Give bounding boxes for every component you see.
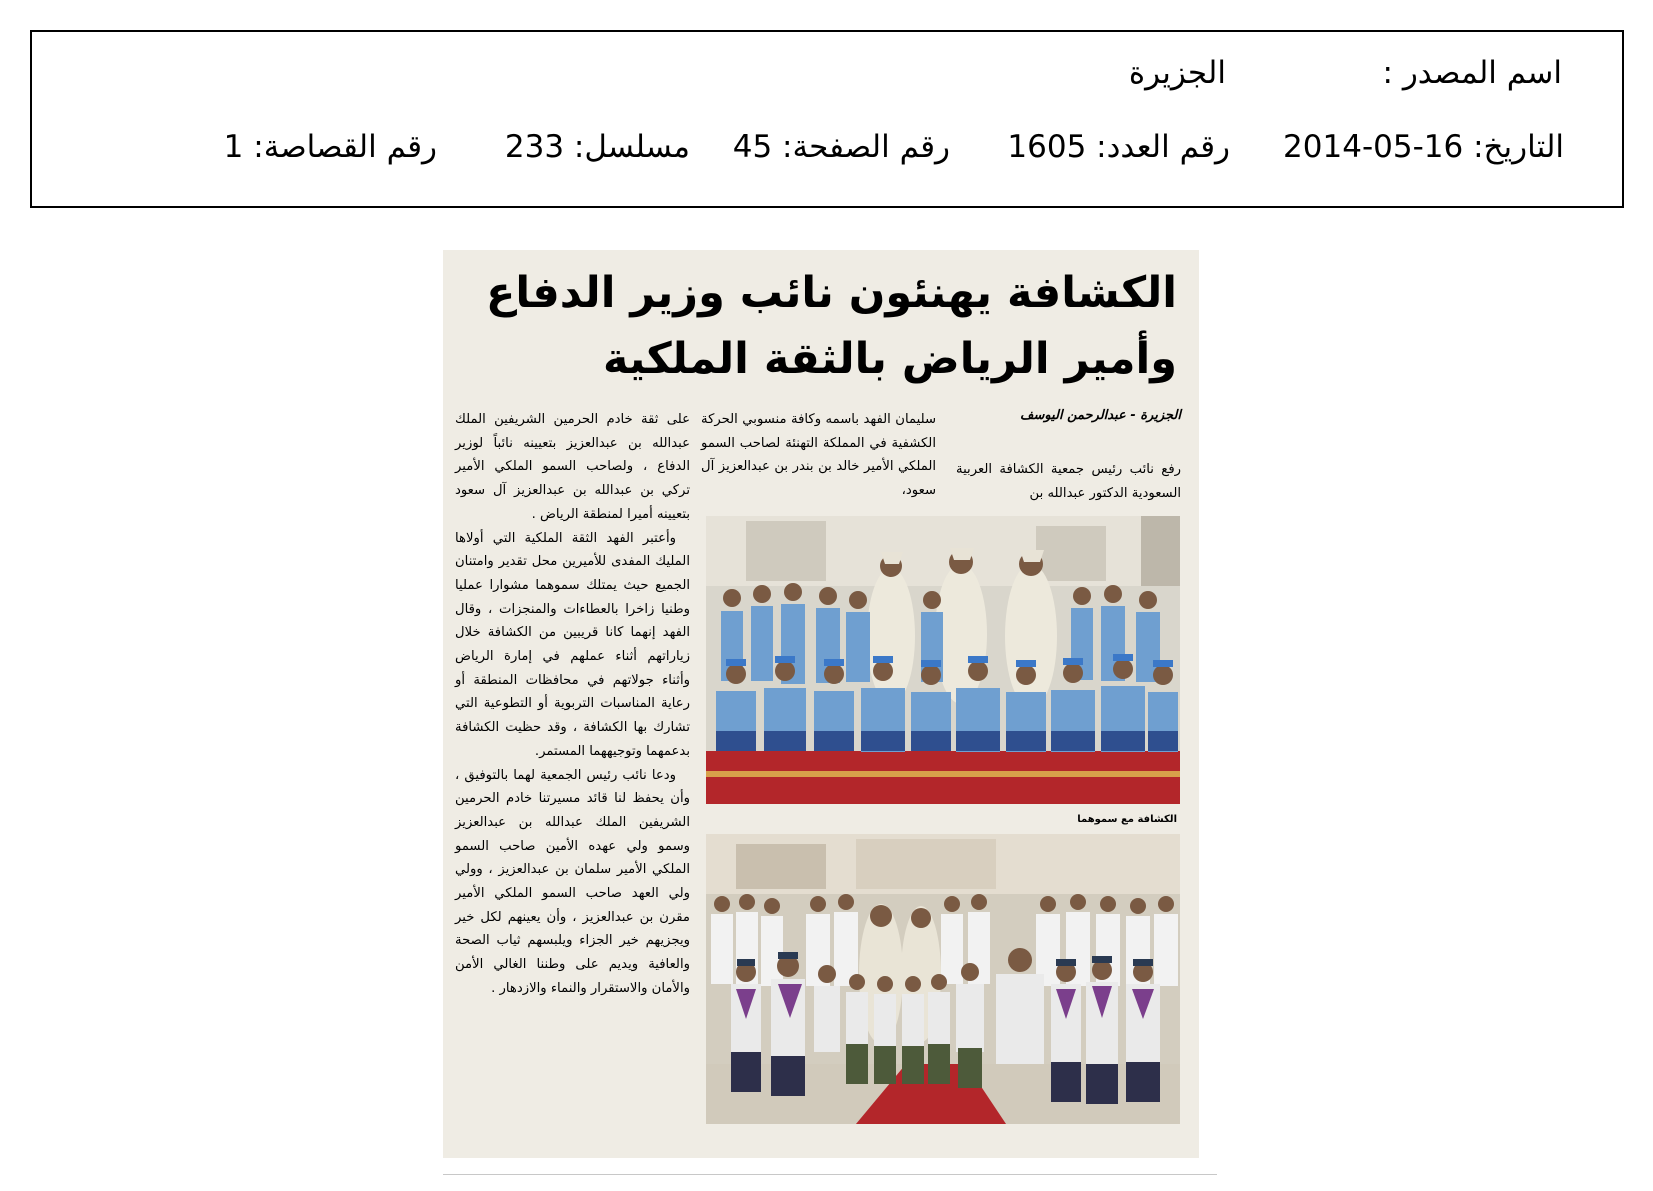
source-value: الجزيرة [1128, 55, 1226, 91]
headline-line-2: وأمير الرياض بالثقة الملكية [603, 334, 1177, 384]
bottom-divider [443, 1174, 1217, 1175]
photo-scouts-seated-image [706, 516, 1180, 804]
column-left [455, 408, 690, 1001]
serial-field: مسلسل: 233 [504, 129, 690, 165]
photo1-caption: الكشافة مع سموهما [1077, 814, 1177, 825]
clip-number-field: رقم القصاصة: 1 [223, 129, 437, 165]
header-box [30, 30, 1624, 208]
column-right: رفع نائب رئيس جمعية الكشافة العربية السعودية الدكتور عبدالله بن [956, 462, 1181, 501]
photo-scouts-standing-image [706, 834, 1180, 1124]
newspaper-clipping [443, 250, 1199, 1158]
paragraph-1: على ثقة خادم الحرمين الشريفين الملك عبدالله بن عبدالعزيز بتعيينه نائباً لوزير الدفاع ، ولصاحب السمو الملكي الأمير تركي بن عبدالله بن عبدالعزيز آل سعود بتعيينه أميرا لمنطقة الرياض . [455, 412, 690, 522]
page-field: رقم الصفحة: 45 [732, 129, 950, 165]
source-label: اسم المصدر : [1382, 55, 1562, 91]
paragraph-2: وأعتبر الفهد الثقة الملكية التي أولاها المليك المفدى للأميرين محل تقدير وامتنان الجميع حيث يمتلك سموهما مشوارا عمليا وطنيا زاخرا بالعطاءات والمنجزات ، وقال الفهد إنهما كانا قريبين من الكشافة خلال زياراتهم أثناء عملهم في إمارة الرياض وأثناء جولاتهم في محافظات المنطقة أو رعاية المناسبات التربوية أو التطوعية التي تشارك بها الكشافة ، وقد حظيت الكشافة بدعمهما وتوجيههما المستمر. [455, 530, 690, 759]
issue-field: رقم العدد: 1605 [1007, 129, 1230, 165]
headline-line-1: الكشافة يهنئون نائب وزير الدفاع [486, 268, 1177, 318]
date-field: التاريخ: 16-05-2014 [1283, 129, 1564, 165]
photo-scouts-seated [706, 516, 1180, 804]
byline: الجزيرة - عبدالرحمن اليوسف [1020, 408, 1181, 423]
paragraph-3: ودعا نائب رئيس الجمعية لهما بالتوفيق ، وأن يحفظ لنا قائد مسيرتنا خادم الحرمين الشريفين الملك عبدالله بن عبدالعزيز وسمو ولي عهده الأمين صاحب السمو الملكي الأمير سلمان بن عبدالعزيز ، وولي ولي العهد صاحب السمو الملكي الأمير مقرن بن عبدالعزيز ، وأن يعينهم لكل خير ويجزيهم خير الجزاء ويلبسهم ثياب الصحة والعافية ويديم على وطننا الغالي الأمن والأمان والاستقرار والنماء والازدهار . [455, 767, 690, 996]
column-middle: سليمان الفهد باسمه وكافة منسوبي الحركة الكشفية في المملكة التهنئة لصاحب السمو الملكي الأمير خالد بن بندر بن عبدالعزيز آل سعود، [701, 412, 936, 499]
photo-scouts-standing [706, 834, 1180, 1124]
